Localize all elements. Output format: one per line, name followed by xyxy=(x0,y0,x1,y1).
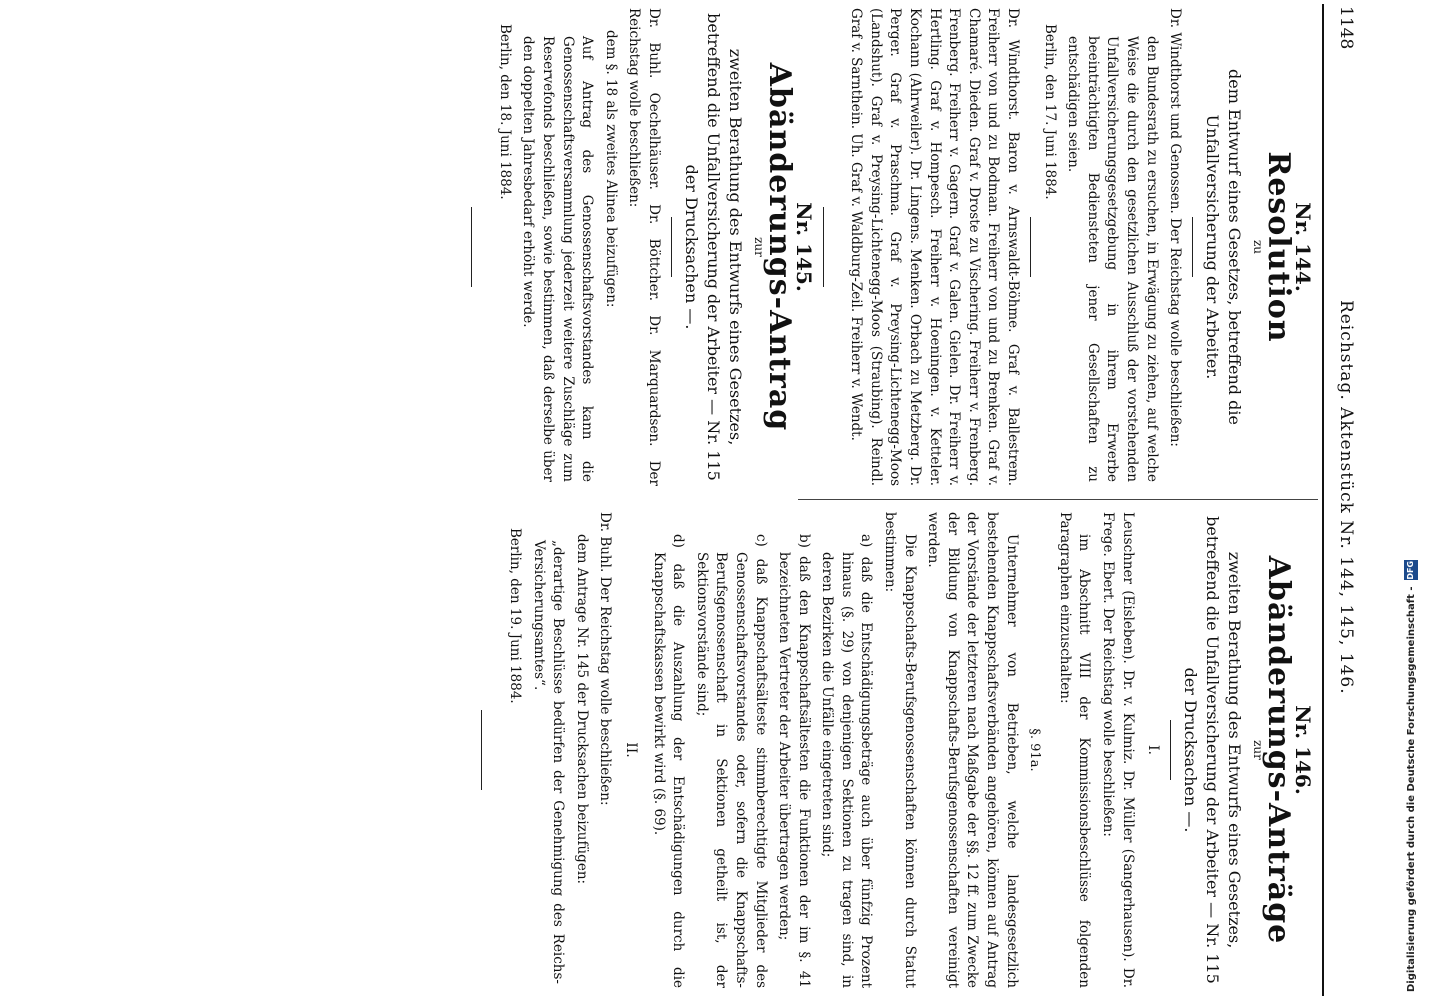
section-ii-intro: Dr. Buhl. Der Reichstag wolle beschließen: xyxy=(597,512,614,806)
section-ii-lead: dem Antrage Nr. 145 der Drucksachen beizufügen: xyxy=(573,534,590,885)
doc144-signatories: Dr. Windthorst. Baron v. Arnswaldt-Böhme. Graf v. Ballestrem. Freiherr von und zu Bodman. Freiherr von und zu Brenken. Graf v. Chamaré. Dieden. Graf v. Droste zu Vischering. Freiherr v. Frenberg. Frenberg. Freiherr v. Gagern. Graf v. Galen. Gielen. Dr. Freiherr v. Hertling. Graf v. Hompesch. Freiherr v. Hoeningen. v. Ketteler. Kochann (Ahrweiler). Dr. Lingens. Menken. Orbach zu Metzberg. Dr. Perger. Graf v. Praschma. Graf v. Preysing-Lichtenegg-Moos (Landshut). Graf v. Preysing-Lichtenegg-Moos (Straubing). Reindl. Graf v. Sarnthein. Uh. Graf v. Waldburg-Zeil. Freiherr v. Wendt. xyxy=(848,8,1022,486)
credit-text: Digitalisierung gefördert durch die Deutsche Forschungsgemeinschaft - xyxy=(1405,586,1417,992)
left-column xyxy=(461,8,1315,486)
doc146-subject: zweiten Berathung des Entwurfs eines Gesetzes, betreffend die Unfallversicherung der Arbeiter — Nr. 115 der Drucksachen —. xyxy=(1181,516,1245,984)
doc144-zu: zu xyxy=(1250,239,1265,255)
doc145-text: Auf Antrag des Genossenschaftsvorstandes kann die Genossenschaftsversammlung jederzeit weitere Zuschläge zum Reservefonds beschließen, sowie bestimmen, daß derselbe über den doppelten Jahresbedarf erhöht werde. xyxy=(520,36,596,482)
separator xyxy=(1030,217,1031,277)
doc146-date: Berlin, den 19. Juni 1884. xyxy=(507,528,523,704)
doc145-date: Berlin, den 18. Juni 1884. xyxy=(496,24,513,200)
doc145-lead: dem §. 18 als zweites Alinea beizufügen: xyxy=(602,30,619,308)
doc145-intro: Dr. Buhl. Oechelhäuser. Dr. Böttcher. Dr. Marquardsen. Der Reichstag wolle beschließen: xyxy=(626,8,662,486)
doc146-title: Abänderungs-Anträge xyxy=(1261,555,1297,945)
header-rule xyxy=(1322,4,1324,996)
page-number: 1148 xyxy=(1336,6,1356,50)
section-i-heading: I. xyxy=(1145,745,1162,755)
doc146-zu: zur xyxy=(1250,740,1265,760)
separator xyxy=(671,217,672,277)
separator xyxy=(481,710,482,790)
separator xyxy=(471,207,472,287)
section-ii-heading: II. xyxy=(622,742,639,758)
doc145-subject: zweiten Berathung des Entwurfs eines Gesetzes, betreffend die Unfallversicherung der Arbeiter — Nr. 115 der Drucksachen —. xyxy=(681,13,745,481)
statute-items xyxy=(648,512,876,988)
right-column xyxy=(471,512,1315,988)
doc145-zu: zur xyxy=(751,237,766,257)
list-item: a) daß die Entschädigungsbeträge auch über fünfzig Prozent hinaus (§. 29) von denjenigen Sektionen zu tragen sind, in deren Bezirken die Unfälle eingetreten sind; xyxy=(819,534,875,988)
separator xyxy=(823,207,824,287)
dfg-logo-icon: DFG xyxy=(1404,560,1418,580)
doc144-intro: Dr. Windthorst und Genossen. Der Reichstag wolle beschließen: xyxy=(1167,8,1184,447)
running-header xyxy=(1332,0,1356,1000)
list-item: b) daß den Knappschaftsältesten die Funktionen der im §. 41 bezeichneten Vertreter der Arbeiter übertragen werden; xyxy=(776,534,812,988)
doc144-date: Berlin, den 17. Juni 1884. xyxy=(1041,24,1058,200)
section-i-lead: im Abschnitt VIII der Kommissionsbeschlüsse folgenden Paragraphen einzuschalten: xyxy=(1056,512,1093,988)
doc144-text: den Bundesrath zu ersuchen, in Erwägung zu ziehen, auf welche Weise die durch den gesetzlichen Ausschluß der vorstehenden Unfallversicherungsgesetzgebung in ihrem Erwerbe beeinträchtigten Bediensteten jener Gesellschaften zu entschädigen seien. xyxy=(1065,36,1160,482)
doc144-number: Nr. 144. xyxy=(1291,202,1315,292)
doc145-number: Nr. 145. xyxy=(791,202,816,292)
doc144-subject: dem Entwurf eines Gesetzes, betreffend die Unfallversicherung der Arbeiter. xyxy=(1203,69,1245,425)
doc146-number: Nr. 146. xyxy=(1291,705,1315,795)
paragraph-text: Unternehmer von Betrieben, welche landesgesetzlich bestehenden Knappschaftsverbänden angehören, können auf Antrag der Vorstände der letzteren nach Maßgabe der §§. 12 ff. zum Zwecke der Bildung von Knappschafts-Berufsgenossenschaften vereinigt werden. xyxy=(925,512,1020,988)
list-item: c) daß Knappschaftsälteste stimmberechtigte Mitglieder des Genossenschaftsvorstandes oder, sofern die Knappschafts-Berufsgenossenschaft in Sektionen getheilt ist, der Sektionsvorstände sind; xyxy=(693,534,769,988)
section-i-intro: Leuschner (Eisleben). Dr. v. Kulmiz. Dr. Müller (Sangerhausen). Dr. Frege. Ebert. Der Reichstag wolle beschließen: xyxy=(1100,512,1136,988)
running-title: Reichstag. Aktenstück Nr. 144, 145, 146. xyxy=(1336,300,1356,695)
list-item: d) daß die Auszahlung der Entschädigungen durch die Knappschaftskassen bewirkt wird (§. 69). xyxy=(650,534,687,988)
section-ii-quote: „derartige Beschlüsse bedürfen der Genehmigung des Reichs-Versicherungsamtes“. xyxy=(530,540,567,984)
column-divider xyxy=(798,499,1318,500)
separator xyxy=(1170,720,1171,780)
digitization-credit xyxy=(1396,560,1426,992)
statute-intro: Die Knappschafts-Berufsgenossenschaften können durch Statut bestimmen: xyxy=(882,512,918,988)
doc144-title: Resolution xyxy=(1261,151,1297,343)
doc145-title: Abänderungs-Antrag xyxy=(762,62,798,432)
paragraph-heading: §. 91a. xyxy=(1027,728,1043,772)
separator xyxy=(1192,217,1193,277)
